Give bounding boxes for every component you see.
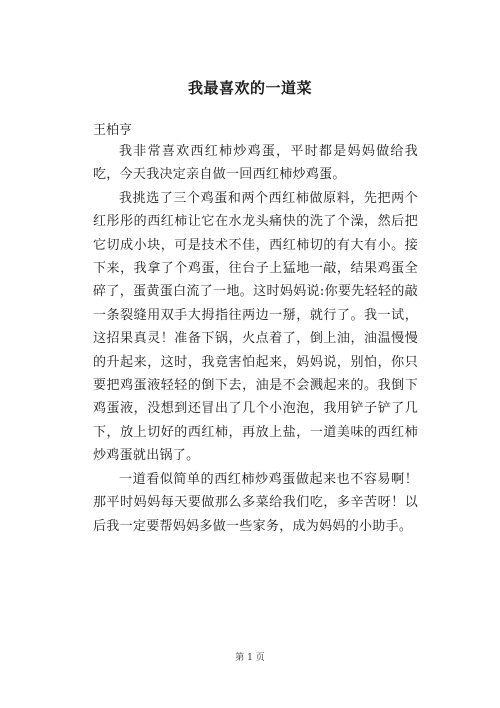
page-number: 第 1 页 [235, 653, 265, 663]
paragraph-1: 我非常喜欢西红柿炒鸡蛋，平时都是妈妈做给我吃，今天我决定亲自做一回西红柿炒鸡蛋。 [93, 144, 418, 183]
author-name: 王柏亨 [93, 123, 133, 138]
paragraph-2: 我挑选了三个鸡蛋和两个西红柿做原料，先把两个红彤彤的西红柿让它在水龙头痛快的洗了个澡，然后把它切成小块，可是技术不佳，西红柿切的有大有小。接下来，我拿了个鸡蛋，往台子上猛地一敲，结果鸡蛋全碎了，蛋黄蛋白流了一地。这时妈妈说:你要先轻轻的敲一条裂缝用双手大拇指往两边一掰，就行了。我一试，这招果真灵！准备下锅，火点着了，倒上油，油温慢慢的升起来，这时，我竟害怕起来，妈妈说，别怕，你只要把鸡蛋液轻轻的倒下去，油是不会溅起来的。我倒下鸡蛋液，没想到还冒出了几个小泡泡，我用铲子铲了几下，放上切好的西红柿，再放上盐，一道美味的西红柿炒鸡蛋就出锅了。 [93, 190, 418, 464]
document-body [93, 140, 418, 538]
paragraph-3: 一道看似简单的西红柿炒鸡蛋做起来也不容易啊！那平时妈妈每天要做那么多菜给我们吃，多辛苦呀！以后我一定要帮妈妈多做一些家务，成为妈妈的小助手。 [93, 471, 418, 534]
document-title: 我最喜欢的一道菜 [187, 79, 312, 97]
